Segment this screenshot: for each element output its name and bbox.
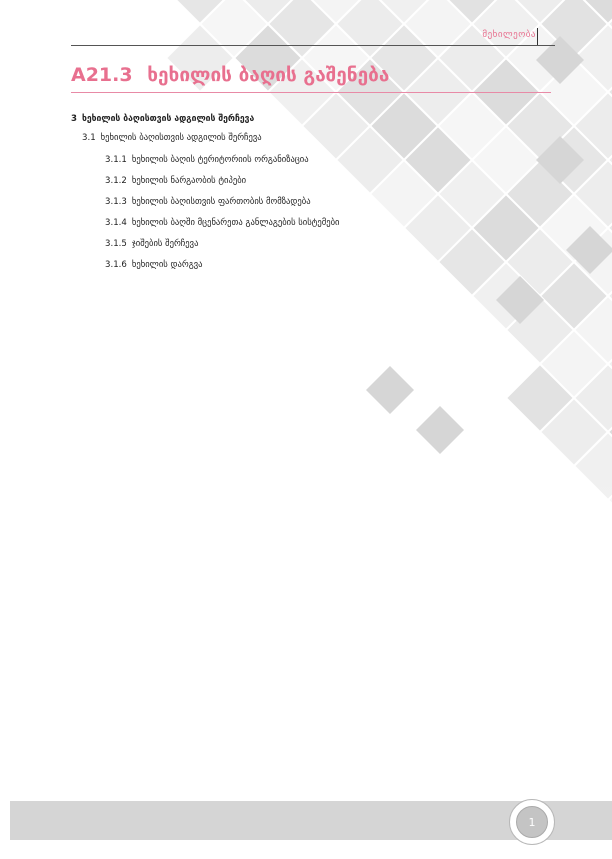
title-underline xyxy=(71,92,551,93)
page-number-badge xyxy=(509,799,555,845)
running-header: მეხილეობა xyxy=(482,30,536,40)
toc-entry-label: ჯიშების შერჩევა xyxy=(131,239,199,249)
title-text: ხეხილის ბაღის გაშენება xyxy=(147,64,390,86)
title-code: A21.3 xyxy=(71,64,133,86)
page-number: 1 xyxy=(516,806,548,838)
toc-entry[interactable] xyxy=(82,133,262,143)
toc-entry-label: ხეხილის ბაღის ტერიტორიის ორგანიზაცია xyxy=(131,155,309,165)
toc-entry-label: ხეხილის ნარგაობის ტიპები xyxy=(131,176,247,186)
toc-entry-label: ხეხილის ბაღისთვის ადგილის შერჩევა xyxy=(81,114,255,124)
toc-entry-label: ხეხილის ბაღისთვის ფართობის მომზადება xyxy=(131,197,311,207)
toc-entry[interactable] xyxy=(105,239,198,249)
toc-entry-number: 3.1.4 xyxy=(105,218,127,228)
toc-entry[interactable] xyxy=(105,176,246,186)
toc-entry-number: 3.1.3 xyxy=(105,197,127,207)
toc-entry[interactable] xyxy=(105,155,309,165)
toc-entry[interactable] xyxy=(71,114,254,124)
toc-entry-number: 3 xyxy=(71,114,77,124)
toc-entry-number: 3.1.5 xyxy=(105,239,127,249)
toc-entry-number: 3.1 xyxy=(82,133,96,143)
header-rule xyxy=(71,45,555,46)
toc-entry[interactable] xyxy=(105,218,339,228)
header-divider xyxy=(537,28,538,45)
page-title xyxy=(71,64,389,86)
toc-entry-number: 3.1.6 xyxy=(105,260,127,270)
toc-entry[interactable] xyxy=(105,260,202,270)
toc-entry-number: 3.1.1 xyxy=(105,155,127,165)
toc-entry-label: ხეხილის ბაღში მცენარეთა განლაგების სისტემები xyxy=(131,218,340,228)
toc-entry-label: ხეხილის ბაღისთვის ადგილის შერჩევა xyxy=(100,133,262,143)
toc-entry[interactable] xyxy=(105,197,311,207)
toc-entry-number: 3.1.2 xyxy=(105,176,127,186)
toc-entry-label: ხეხილის დარგვა xyxy=(131,260,203,270)
